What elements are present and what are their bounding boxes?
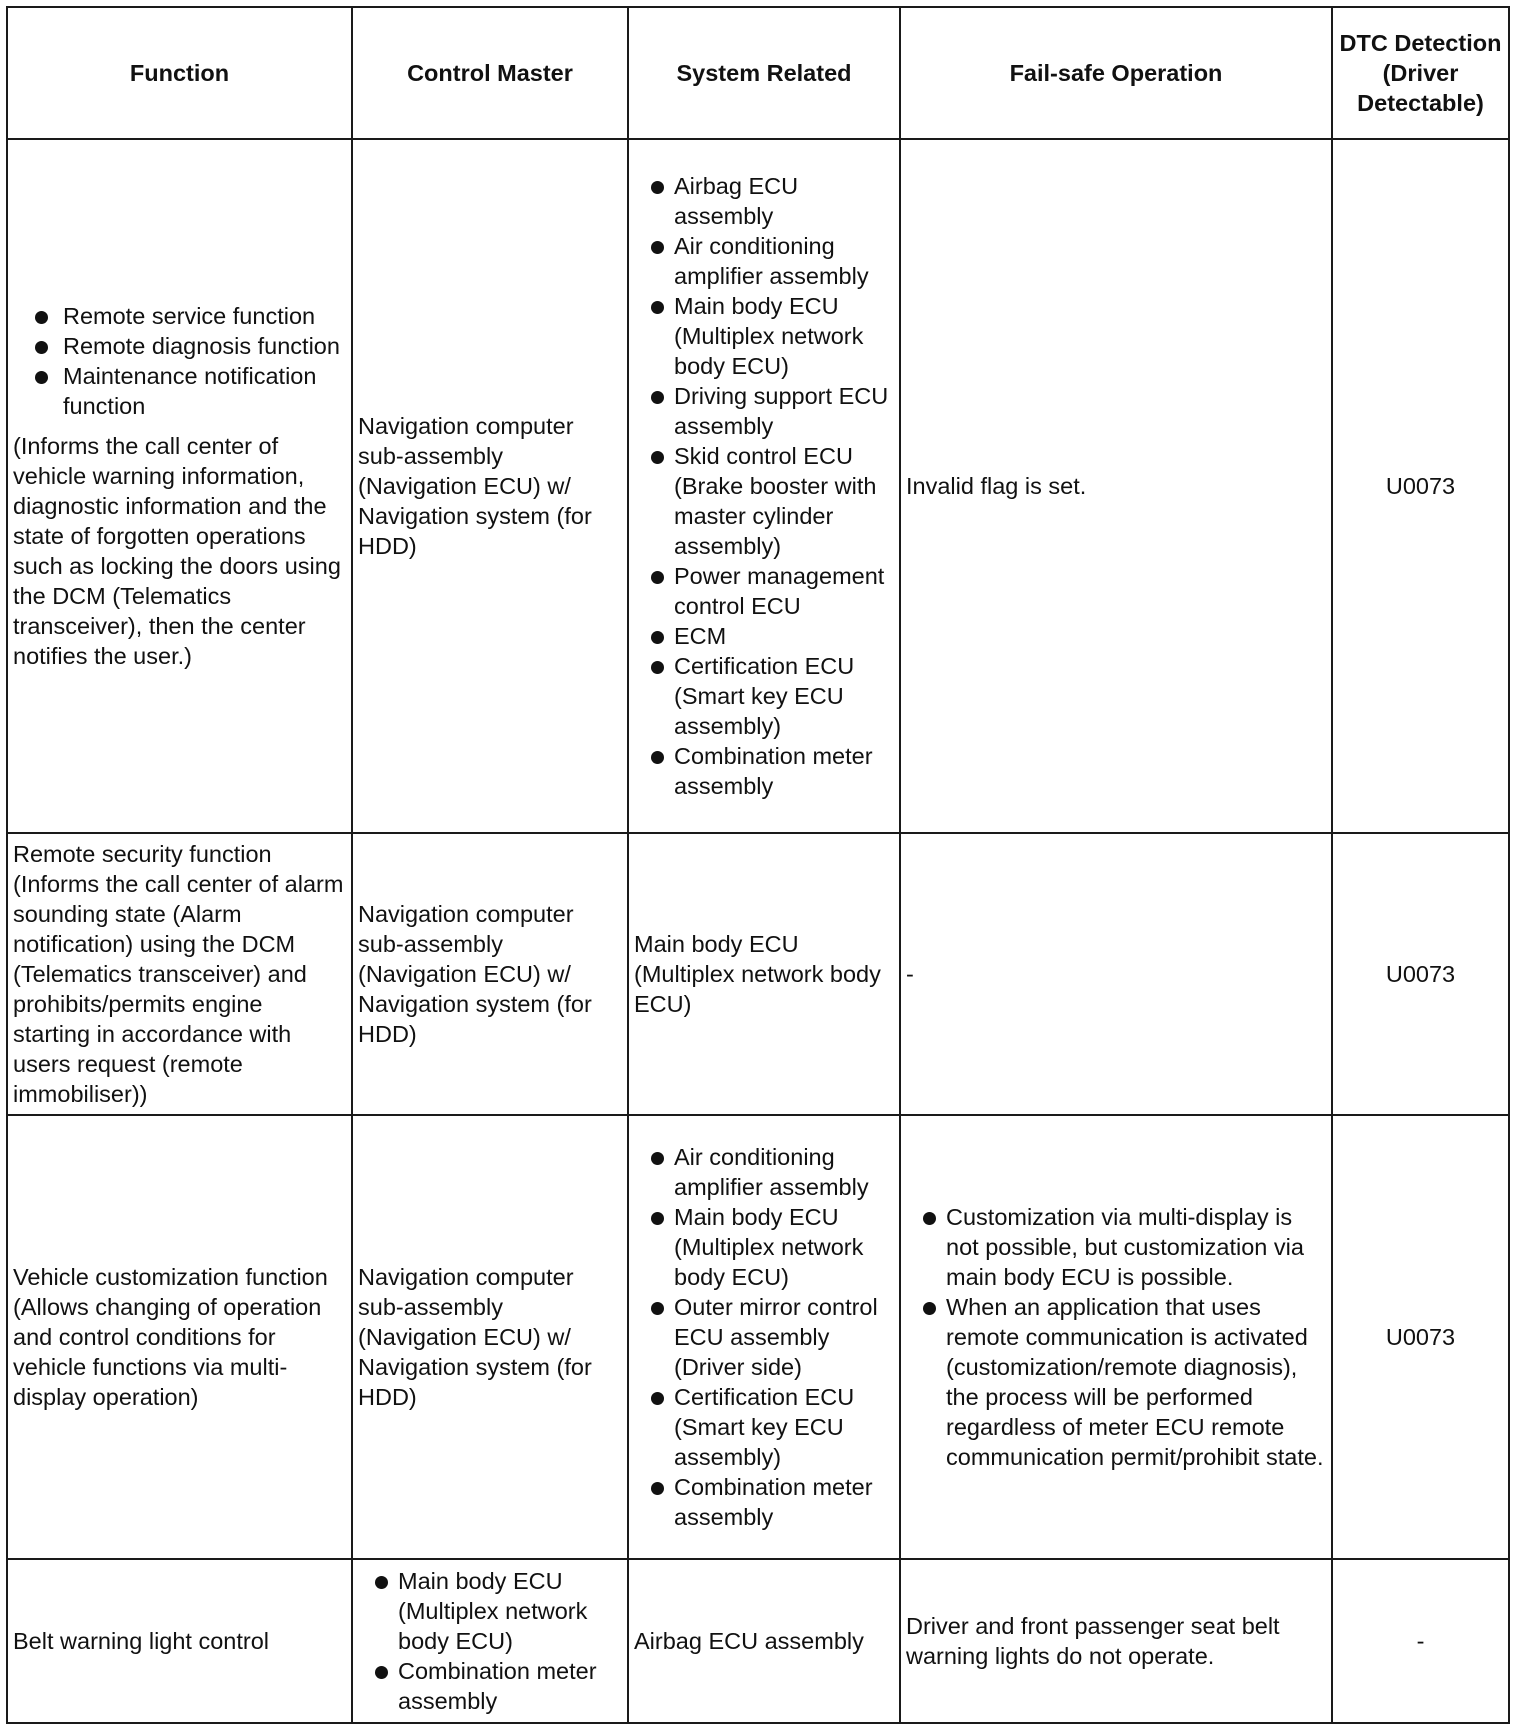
list-item: Maintenance notification function [13, 361, 346, 421]
header-system-related: System Related [628, 7, 900, 139]
fail-safe-list [906, 1202, 1326, 1472]
cell-fail-safe [900, 1115, 1332, 1559]
header-fail-safe: Fail-safe Operation [900, 7, 1332, 139]
list-item: Combination meter assembly [634, 1472, 894, 1532]
header-dtc: DTC Detection (Driver Detectable) [1332, 7, 1509, 139]
list-item: Power management control ECU [634, 561, 894, 621]
system-related-list [634, 171, 894, 801]
cell-control-master: Navigation computer sub-assembly (Navigation ECU) w/ Navigation system (for HDD) [352, 833, 628, 1115]
cell-fail-safe: - [900, 833, 1332, 1115]
cell-dtc: - [1332, 1559, 1509, 1723]
cell-function: Remote security function (Informs the call center of alarm sounding state (Alarm notification) using the DCM (Telematics transceiver) and prohibits/permits engine starting in accordance with users request (remote immobiliser)) [7, 833, 352, 1115]
function-table [6, 6, 1510, 1724]
function-list [13, 301, 346, 421]
cell-function: Belt warning light control [7, 1559, 352, 1723]
control-master-list [358, 1566, 622, 1716]
cell-control-master: Navigation computer sub-assembly (Navigation ECU) w/ Navigation system (for HDD) [352, 139, 628, 833]
list-item: Outer mirror control ECU assembly (Driver side) [634, 1292, 894, 1382]
cell-fail-safe: Invalid flag is set. [900, 139, 1332, 833]
table-row [7, 139, 1509, 833]
cell-fail-safe: Driver and front passenger seat belt warning lights do not operate. [900, 1559, 1332, 1723]
list-item: Certification ECU (Smart key ECU assembly) [634, 1382, 894, 1472]
table-row [7, 833, 1509, 1115]
list-item: Air conditioning amplifier assembly [634, 231, 894, 291]
list-item: Air conditioning amplifier assembly [634, 1142, 894, 1202]
list-item: Main body ECU (Multiplex network body ECU) [634, 291, 894, 381]
list-item: When an application that uses remote communication is activated (customization/remote diagnosis), the process will be performed regardless of meter ECU remote communication permit/prohibit state. [906, 1292, 1326, 1472]
cell-control-master [352, 1559, 628, 1723]
cell-system-related [628, 1115, 900, 1559]
system-related-list [634, 1142, 894, 1532]
list-item: ECM [634, 621, 894, 651]
cell-system-related [628, 139, 900, 833]
cell-dtc: U0073 [1332, 833, 1509, 1115]
cell-system-related: Main body ECU (Multiplex network body ECU) [628, 833, 900, 1115]
function-note: (Informs the call center of vehicle warning information, diagnostic information and the state of forgotten operations such as locking the doors using the DCM (Telematics transceiver), then the center notifies the user.) [13, 433, 341, 669]
list-item: Remote diagnosis function [13, 331, 346, 361]
list-item: Customization via multi-display is not possible, but customization via main body ECU is possible. [906, 1202, 1326, 1292]
list-item: Main body ECU (Multiplex network body ECU) [634, 1202, 894, 1292]
table-row [7, 1115, 1509, 1559]
cell-control-master: Navigation computer sub-assembly (Navigation ECU) w/ Navigation system (for HDD) [352, 1115, 628, 1559]
cell-function [7, 139, 352, 833]
cell-dtc: U0073 [1332, 1115, 1509, 1559]
cell-function: Vehicle customization function (Allows changing of operation and control conditions for vehicle functions via multi-display operation) [7, 1115, 352, 1559]
list-item: Combination meter assembly [358, 1656, 622, 1716]
list-item: Combination meter assembly [634, 741, 894, 801]
header-row [7, 7, 1509, 139]
list-item: Certification ECU (Smart key ECU assembly) [634, 651, 894, 741]
list-item: Skid control ECU (Brake booster with master cylinder assembly) [634, 441, 894, 561]
cell-dtc: U0073 [1332, 139, 1509, 833]
table-row [7, 1559, 1509, 1723]
list-item: Remote service function [13, 301, 346, 331]
header-function: Function [7, 7, 352, 139]
header-control-master: Control Master [352, 7, 628, 139]
cell-system-related: Airbag ECU assembly [628, 1559, 900, 1723]
list-item: Airbag ECU assembly [634, 171, 894, 231]
list-item: Driving support ECU assembly [634, 381, 894, 441]
list-item: Main body ECU (Multiplex network body ECU) [358, 1566, 622, 1656]
